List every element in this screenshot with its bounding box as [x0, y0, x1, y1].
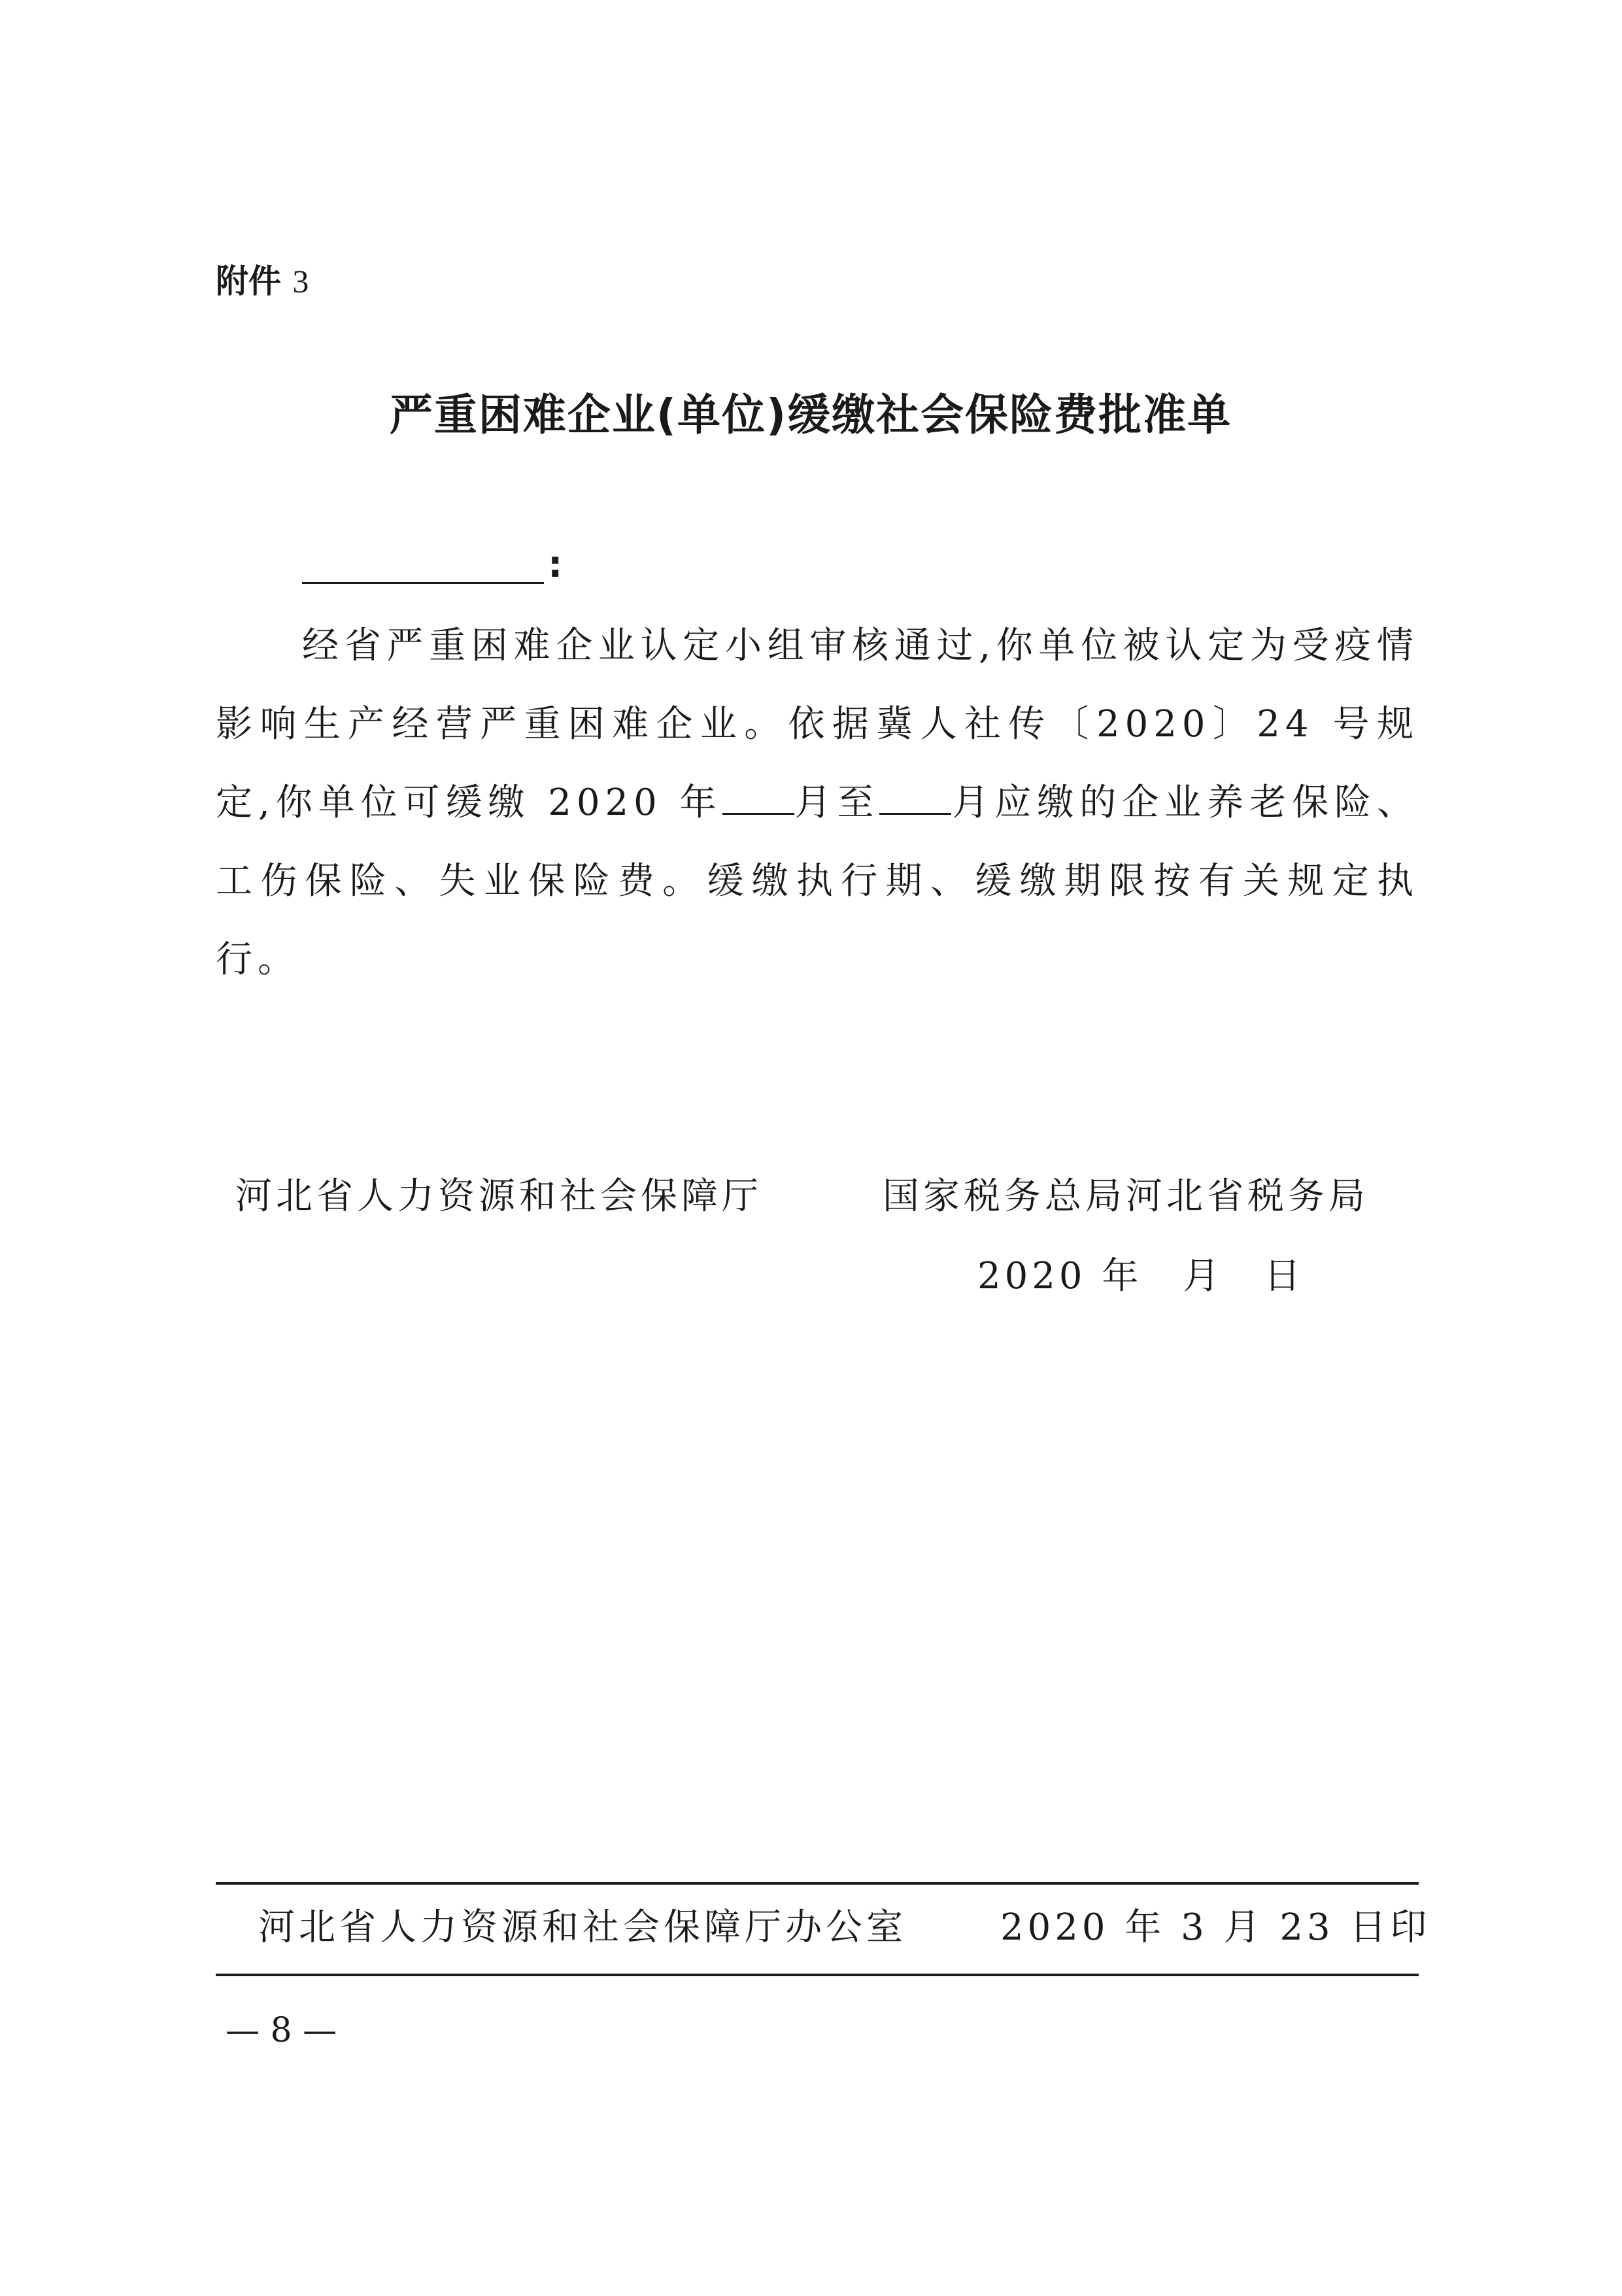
signature-right-org: 国家税务总局河北省税务局: [883, 1175, 1369, 1218]
end-month-blank: [879, 779, 951, 815]
imprint-office: 河北省人力资源和社会保障厅办公室: [258, 1906, 907, 1949]
imprint-date: 2020 年 3 月 23 日印: [1000, 1906, 1431, 1949]
page-number: — 8 —: [226, 2011, 337, 2050]
body-text-part-1: 经省严重困难企业认定小组审核通过,你单位被认定为受疫情影响生产经营严重困难企业。依据冀人社传〔2020〕24 号规定,你单位可缓缴 2020 年: [216, 625, 1419, 824]
salutation-colon: :: [548, 543, 563, 586]
attachment-label: [216, 258, 309, 304]
signature-date: 2020 年 月 日: [977, 1255, 1305, 1297]
document-title: 严重困难企业(单位)缓缴社会保险费批准单: [389, 390, 1232, 440]
imprint-bottom-rule: [216, 1974, 1419, 1976]
signature-left-org: 河北省人力资源和社会保障厅: [235, 1175, 762, 1218]
body-text-part-3: 月应缴的企业养老保险、工伤保险、失业保险费。缓缴执行期、缓缴期限按有关规定执行。: [216, 781, 1419, 981]
body-text-part-2: 月至: [794, 781, 880, 824]
salutation: [302, 540, 577, 590]
body-paragraph: [216, 607, 1419, 999]
start-month-blank: [722, 779, 794, 815]
recipient-blank-line: [302, 582, 544, 584]
attachment-prefix: 附件: [216, 262, 281, 300]
attachment-number: 3: [292, 263, 309, 300]
imprint-top-rule: [216, 1882, 1419, 1885]
